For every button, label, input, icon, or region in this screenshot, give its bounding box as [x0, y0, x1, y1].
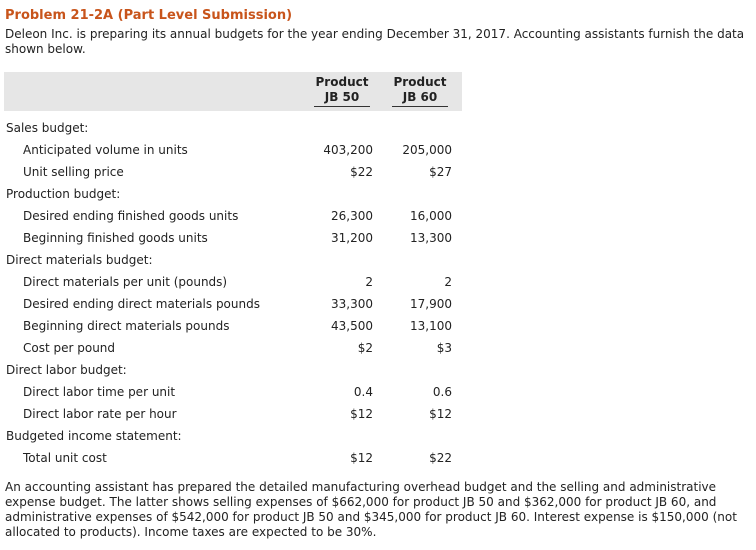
table-row [4, 293, 462, 315]
row-label: Direct labor rate per hour [23, 407, 177, 421]
table-row [4, 227, 462, 249]
value-jb50: $2 [357, 341, 373, 355]
value-jb50: 33,300 [331, 297, 373, 311]
value-jb60: 17,900 [410, 297, 452, 311]
table-row [4, 337, 462, 359]
table-row [4, 381, 462, 403]
table-row [4, 315, 462, 337]
table-row [4, 161, 462, 183]
column-header-jb50: Product JB 50 [306, 75, 378, 107]
value-jb60: $12 [429, 407, 452, 421]
value-jb50: 0.4 [353, 385, 373, 399]
section-heading [4, 183, 462, 205]
value-jb60: 16,000 [410, 209, 452, 223]
intro-paragraph: Deleon Inc. is preparing its annual budgets for the year ending December 31, 2017. Accounting assistants furnish the data shown below. [5, 27, 745, 56]
row-label: Anticipated volume in units [23, 143, 188, 157]
section-heading [4, 249, 462, 271]
value-jb60: $3 [436, 341, 452, 355]
table-row [4, 271, 462, 293]
problem-title: Problem 21-2A (Part Level Submission) [5, 8, 293, 23]
column-header-jb60: Product JB 60 [384, 75, 456, 107]
value-jb50: 43,500 [331, 319, 373, 333]
value-jb50: $12 [350, 407, 373, 421]
table-row [4, 403, 462, 425]
budget-data-table [4, 72, 462, 469]
row-label: Direct materials budget: [6, 253, 153, 267]
table-row [4, 139, 462, 161]
table-row [4, 205, 462, 227]
value-jb50: 26,300 [331, 209, 373, 223]
row-label: Sales budget: [6, 121, 89, 135]
row-label: Direct materials per unit (pounds) [23, 275, 228, 289]
outro-paragraph: An accounting assistant has prepared the detailed manufacturing overhead budget and the selling and administrative expense budget. The latter shows selling expenses of $662,000 for product JB 50 and $362,000 for product JB 60, and administrative expenses of $542,000 for product JB 50 and $345,000 for product JB 60. Interest expense is $150,000 (not allocated to products). Income taxes are expected to be 30%. [5, 480, 737, 539]
table-header [4, 72, 462, 111]
row-label: Cost per pound [23, 341, 116, 355]
row-label: Direct labor time per unit [23, 385, 176, 399]
table-row [4, 447, 462, 469]
value-jb60: 2 [444, 275, 452, 289]
section-heading [4, 117, 462, 139]
row-label: Budgeted income statement: [6, 429, 182, 443]
value-jb60: 205,000 [402, 143, 452, 157]
value-jb50: 2 [365, 275, 373, 289]
value-jb60: 13,300 [410, 231, 452, 245]
row-label: Beginning direct materials pounds [23, 319, 230, 333]
row-label: Direct labor budget: [6, 363, 127, 377]
row-label: Desired ending direct materials pounds [23, 297, 260, 311]
value-jb50: $12 [350, 451, 373, 465]
value-jb60: $27 [429, 165, 452, 179]
value-jb60: 0.6 [432, 385, 452, 399]
section-heading [4, 359, 462, 381]
row-label: Unit selling price [23, 165, 124, 179]
row-label: Production budget: [6, 187, 121, 201]
value-jb50: 403,200 [323, 143, 373, 157]
value-jb50: 31,200 [331, 231, 373, 245]
section-heading [4, 425, 462, 447]
row-label: Beginning finished goods units [23, 231, 208, 245]
value-jb60: $22 [429, 451, 452, 465]
row-label: Total unit cost [23, 451, 107, 465]
value-jb60: 13,100 [410, 319, 452, 333]
value-jb50: $22 [350, 165, 373, 179]
row-label: Desired ending finished goods units [23, 209, 239, 223]
